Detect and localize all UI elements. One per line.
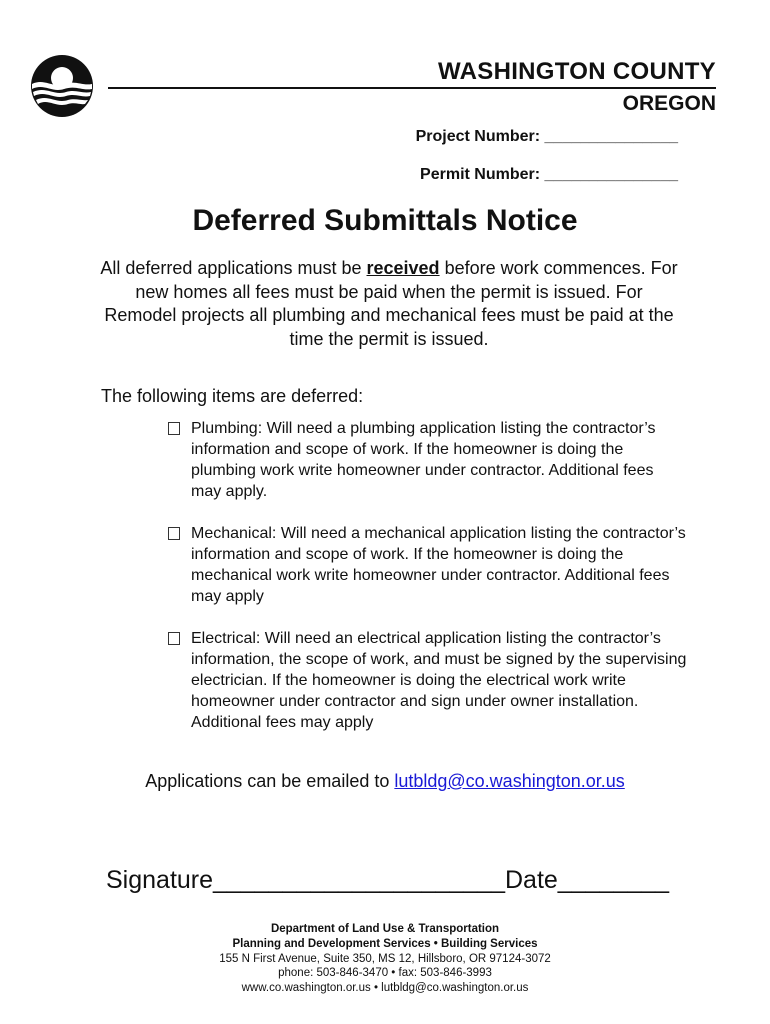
checkbox-icon[interactable] — [168, 632, 180, 645]
state-name: OREGON — [622, 92, 716, 115]
project-number-field[interactable]: Project Number: _______________ — [415, 128, 678, 145]
email-prefix: Applications can be emailed to — [145, 771, 395, 791]
footer — [0, 922, 770, 996]
footer-phone: phone: 503-846-3470 • fax: 503-846-3993 — [278, 967, 492, 980]
permit-number-field[interactable]: Permit Number: _______________ — [420, 166, 678, 183]
item-text: Electrical: Will need an electrical application listing the contractor’s information, the scope of work, and must be signed by the supervising electrician. If the homeowner is doing the electrical work write homeowner under contractor and sign under owner installation. Additional fees may apply — [191, 630, 687, 731]
header-rule — [108, 87, 716, 89]
email-link[interactable]: lutbldg@co.washington.or.us — [394, 771, 625, 791]
item-text: Mechanical: Will need a mechanical application listing the contractor’s information and scope of work. If the homeowner is doing the mechanical work write homeowner under contractor. Additional fees may apply — [191, 525, 686, 605]
footer-services: Planning and Development Services • Building Services — [232, 937, 538, 950]
footer-department: Department of Land Use & Transportation — [270, 923, 500, 935]
intro-emphasis: received — [366, 258, 440, 278]
county-logo-icon — [30, 54, 94, 118]
checkbox-icon[interactable] — [168, 422, 180, 435]
page-title: Deferred Submittals Notice — [192, 204, 578, 237]
deferred-item-plumbing — [168, 418, 688, 502]
intro-text-after: before work commences. For new homes all fees must be paid when the permit is issued. For Remodel projects all plumbing and mechanical fees must be paid at the time the permit is issued. — [104, 258, 678, 349]
deferred-item-electrical — [168, 628, 688, 733]
county-name: WASHINGTON COUNTY — [438, 58, 716, 85]
footer-address: 155 N First Avenue, Suite 350, MS 12, Hillsboro, OR 97124-3072 — [219, 952, 551, 965]
items-heading: The following items are deferred: — [101, 386, 364, 406]
email-line — [0, 771, 770, 792]
item-text: Plumbing: Will need a plumbing application listing the contractor’s information and scope of work. If the homeowner is doing the plumbing work write homeowner under contractor. Additional fees may apply. — [191, 420, 656, 500]
signature-date-line[interactable]: Signature_____________________Date________ — [106, 866, 670, 894]
footer-web: www.co.washington.or.us • lutbldg@co.washington.or.us — [241, 982, 529, 995]
intro-text-before: All deferred applications must be — [100, 258, 367, 278]
intro-paragraph — [100, 257, 678, 351]
checkbox-icon[interactable] — [168, 527, 180, 540]
deferred-item-mechanical — [168, 523, 688, 607]
